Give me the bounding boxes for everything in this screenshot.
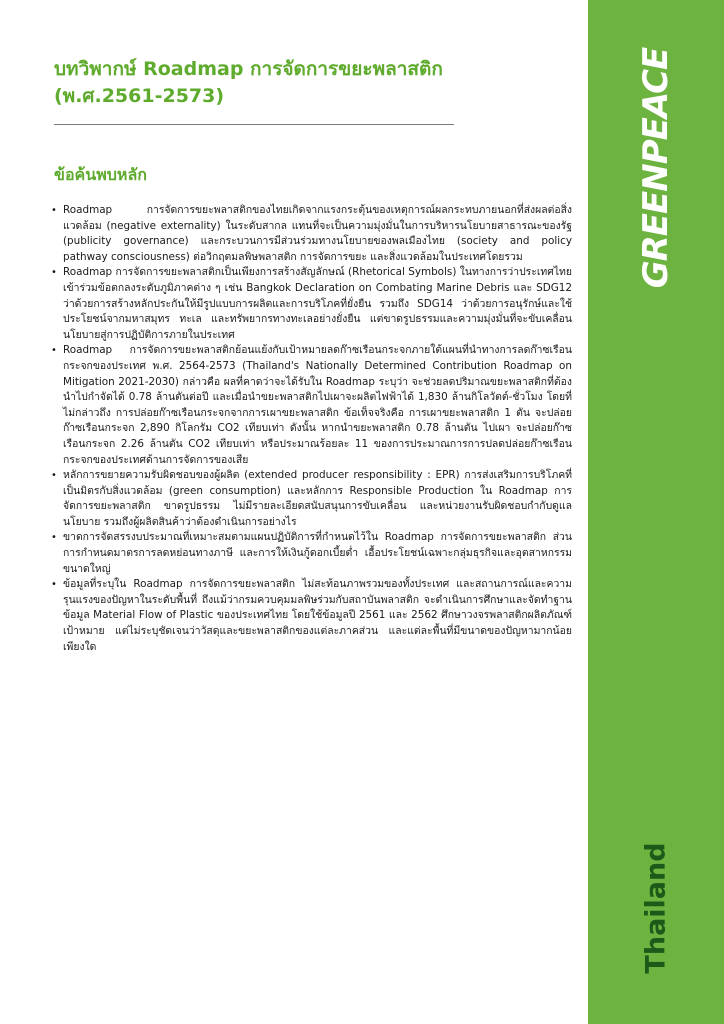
finding-text: ขาดการจัดสรรงบประมาณที่เหมาะสมตามแผนปฏิบัติการที่กำหนดไว้ใน Roadmap การจัดการขยะพลาสติก ส่วนการกำหนดมาตรการลดหย่อนทางภาษี และการให้เงินกู้ดอกเบี้ยต่ำ เอื้อประโยชน์เฉพาะกลุ่มธุรกิจและอุตสาหกรรมขนาดใหญ่ <box>63 531 572 575</box>
finding-item <box>51 468 572 530</box>
document-title <box>54 56 554 110</box>
finding-text: Roadmap การจัดการขยะพลาสติกเป็นเพียงการสร้างสัญลักษณ์ (Rhetorical Symbols) ในทางการว่าประเทศไทยเข้าร่วมข้อตกลงระดับภูมิภาคต่าง ๆ เช่น Bangkok Declaration on Combating Marine Debris และ SDG12 ว่าด้วยการสร้างหลักประกันให้มีรูปแบบการผลิตและการบริโภคที่ยั่งยืน รวมถึง SDG14 ว่าด้วยการอนุรักษ์และใช้ประโยชน์จากมหาสมุทร ทะเล และทรัพยากรทางทะเลอย่างยั่งยืน แต่ขาดรูปธรรมและความมุ่งมั่นที่จะขับเคลื่อนนโยบายสู่การปฏิบัติการภายในประเทศ <box>63 266 572 341</box>
bullet-icon: • <box>51 205 57 216</box>
document-title-line1: บทวิพากษ์ Roadmap การจัดการขยะพลาสติก <box>54 58 443 80</box>
title-divider <box>54 124 454 125</box>
finding-item <box>51 203 572 265</box>
brand-sidebar <box>588 0 724 1024</box>
bullet-icon: • <box>51 579 57 591</box>
finding-text: ข้อมูลที่ระบุใน Roadmap การจัดการขยะพลาสติก ไม่สะท้อนภาพรวมของทั้งประเทศ และสถานการณ์และความรุนแรงของปัญหาในระดับพื้นที่ ถึงแม้ว่ากรมควบคุมมลพิษร่วมกับสถาบันพลาสติก จะดำเนินการศึกษาและจัดทำฐานข้อมูล Material Flow of Plastic ของประเทศไทย โดยใช้ข้อมูลปี 2561 และ 2562 ศึกษาวงจรพลาสติกผลิตภัณฑ์เป้าหมาย แต่ไม่ระบุชัดเจนว่าวัสดุและขยะพลาสติกของแต่ละภาคส่วน และแต่ละพื้นที่มีขนาดของปัญหามากน้อยเพียงใด <box>63 578 572 653</box>
document-title-line2: (พ.ศ.2561-2573) <box>54 85 225 107</box>
bullet-icon: • <box>51 470 57 482</box>
finding-item <box>51 343 572 468</box>
bullet-icon: • <box>51 267 57 279</box>
finding-text: Roadmap การจัดการขยะพลาสติกของไทยเกิดจากแรงกระตุ้นของเหตุการณ์ผลกระทบภายนอกที่ส่งผลต่อสิ่งแวดล้อม (negative externality) ในระดับสากล แทนที่จะเป็นความมุ่งมั่นในการบริหารนโยบายสาธารณะของรัฐ (publicity governance) และกระบวนการมีส่วนร่วมทางนโยบายของพลเมืองไทย (society and policy pathway consciousness) ต่อวิกฤตมลพิษพลาสติก การจัดการขยะ และสิ่งแวดล้อมในประเทศโดยรวม <box>63 204 572 263</box>
country-label: Thailand <box>640 842 672 974</box>
bullet-icon: • <box>51 532 57 544</box>
findings-list <box>51 203 572 655</box>
finding-item <box>51 577 572 655</box>
finding-text: Roadmap การจัดการขยะพลาสติกย้อนแย้งกับเป้าหมายลดก๊าซเรือนกระจกภายใต้แผนที่นำทางการลดก๊าซเรือนกระจกของประเทศ พ.ศ. 2564-2573 (Thailand's Nationally Determined Contribution Roadmap on Mitigation 2021-2030) กล่าวคือ ผลที่คาดว่าจะได้รับใน Roadmap ระบุว่า จะช่วยลดปริมาณขยะพลาสติกที่ต้องนำไปกำจัดได้ 0.78 ล้านตันต่อปี และเมื่อนำขยะพลาสติกไปเผาจะผลิตไฟฟ้าได้ 1,830 ล้านกิโลวัตต์-ชั่วโมง โดยที่ไม่กล่าวถึง การปล่อยก๊าซเรือนกระจกจากการเผาขยะพลาสติก ข้อเท็จจริงคือ การเผาขยะพลาสติก 1 ตัน จะปล่อยก๊าซเรือนกระจก 2,890 กิโลกรัม CO2 เทียบเท่า ดังนั้น หากนำขยะพลาสติก 0.78 ล้านตัน ไปเผา จะปล่อยก๊าซเรือนกระจก 2.26 ล้านตัน CO2 เทียบเท่า หรือประมาณร้อยละ 11 ของการประมาณการการปลดปล่อยก๊าซเรือนกระจกของประเทศด้านการจัดการของเสีย <box>63 344 572 466</box>
greenpeace-logo: GREENPEACE <box>636 47 676 289</box>
finding-item <box>51 265 572 343</box>
finding-text: หลักการขยายความรับผิดชอบของผู้ผลิต (extended producer responsibility : EPR) การส่งเสริมการบริโภคที่เป็นมิตรกับสิ่งแวดล้อม (green consumption) และหลักการ Responsible Production ใน Roadmap การจัดการขยะพลาสติก ขาดรูปธรรม ไม่มีรายละเอียดสนับสนุนการขับเคลื่อน และหน่วยงานรับผิดชอบกำกับดูแลนโยบาย รวมถึงผู้ผลิตสินค้าว่าต้องดำเนินการอย่างไร <box>63 469 572 528</box>
section-heading: ข้อค้นพบหลัก <box>54 165 147 184</box>
finding-item <box>51 530 572 577</box>
bullet-icon: • <box>51 345 57 357</box>
